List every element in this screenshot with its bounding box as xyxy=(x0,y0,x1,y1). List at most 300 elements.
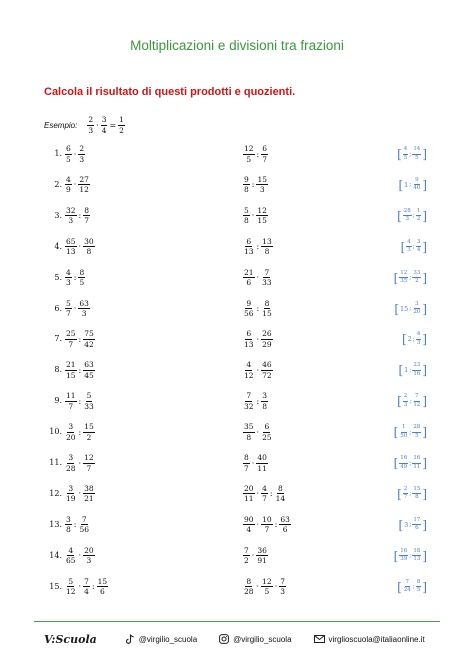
numerator: 12 xyxy=(262,576,272,586)
answer-value: 1 xyxy=(404,180,409,189)
operator: · xyxy=(73,180,77,190)
denominator: 8 xyxy=(86,247,92,257)
numerator: 16 xyxy=(399,456,408,464)
fraction xyxy=(256,207,268,225)
left-expression xyxy=(65,204,90,228)
bracket-close: ] xyxy=(422,579,427,594)
fraction xyxy=(83,207,90,225)
denominator: 11 xyxy=(413,463,421,470)
denominator: 5 xyxy=(415,432,419,439)
denominator: 19 xyxy=(66,494,76,504)
denominator: 11 xyxy=(257,463,267,473)
numerator: 6 xyxy=(246,236,252,246)
bracket-close: ] xyxy=(422,425,427,440)
numerator: 3 xyxy=(68,483,74,493)
denominator: 7 xyxy=(68,401,74,411)
numerator: 5 xyxy=(86,391,92,401)
operator: · xyxy=(256,582,260,592)
answer-separator: ; xyxy=(409,521,412,529)
bracket-open: [ xyxy=(400,239,406,254)
numerator: 1 xyxy=(119,115,124,124)
exercise-number: 1. xyxy=(54,149,62,158)
answer-fraction xyxy=(412,363,421,377)
answer-key xyxy=(393,451,428,475)
answer-fraction xyxy=(403,485,412,501)
fraction xyxy=(243,269,255,287)
numerator: 2 xyxy=(79,144,85,153)
denominator: 7 xyxy=(262,154,268,164)
denominator: 13 xyxy=(413,556,421,563)
bracket-open: [ xyxy=(397,579,402,594)
denominator: 3 xyxy=(68,216,74,226)
numerator: 12 xyxy=(257,205,267,215)
numerator: 4 xyxy=(403,147,409,155)
right-expression xyxy=(243,142,268,166)
denominator: 5 xyxy=(403,154,408,161)
bracket-close: ] xyxy=(422,147,427,161)
numerator: 3 xyxy=(68,453,74,462)
numerator: 28 xyxy=(412,425,421,433)
denominator: 12 xyxy=(413,401,421,408)
answer-separator: ; xyxy=(409,397,412,405)
numerator: 12 xyxy=(244,144,254,153)
numerator: 4 xyxy=(66,267,71,277)
fraction xyxy=(243,176,250,194)
denominator: 8 xyxy=(262,401,268,411)
denominator: 5 xyxy=(246,154,252,164)
right-expression xyxy=(243,575,286,599)
numerator: 7 xyxy=(264,267,270,277)
footer-instagram[interactable] xyxy=(219,634,291,644)
denominator: 7 xyxy=(68,339,74,349)
operator: · xyxy=(78,582,82,592)
answer-value: 1 xyxy=(404,366,409,375)
answer-separator: ; xyxy=(409,274,412,282)
numerator: 1 xyxy=(416,209,422,217)
right-expression xyxy=(243,389,268,413)
tiktok-icon xyxy=(125,634,135,645)
denominator: 12 xyxy=(79,185,89,195)
left-expression xyxy=(65,142,85,166)
answer-separator: ; xyxy=(409,428,412,436)
numerator: 17 xyxy=(412,518,421,526)
left-expression xyxy=(65,513,90,537)
answer-fraction xyxy=(403,146,412,161)
answer-value: 15 xyxy=(400,304,409,313)
fraction xyxy=(65,207,77,225)
answer-key xyxy=(400,235,428,259)
numerator: 9 xyxy=(244,174,249,184)
operator: : xyxy=(73,273,77,283)
denominator: 72 xyxy=(262,370,272,380)
operator: · xyxy=(256,520,260,530)
denominator: 2 xyxy=(86,432,92,442)
denominator: 2 xyxy=(119,125,124,135)
answer-fraction xyxy=(416,209,422,223)
fraction xyxy=(243,330,255,348)
exercise-row xyxy=(0,266,474,290)
right-expression xyxy=(243,173,268,197)
denominator: 7 xyxy=(262,494,267,504)
denominator: 2 xyxy=(415,278,419,285)
denominator: 29 xyxy=(262,339,272,349)
denominator: 5 xyxy=(264,587,270,597)
exercise-row xyxy=(0,235,474,259)
operator: · xyxy=(251,211,255,221)
left-expression xyxy=(65,327,95,351)
left-expression xyxy=(65,235,95,259)
denominator: 7 xyxy=(264,525,270,535)
operator: : xyxy=(78,396,82,406)
fraction xyxy=(65,238,77,256)
right-expression xyxy=(243,327,273,351)
numerator: 5 xyxy=(68,576,74,586)
denominator: 13 xyxy=(244,339,254,349)
numerator: 7 xyxy=(81,514,87,524)
fraction xyxy=(78,516,90,534)
denominator: 42 xyxy=(84,339,94,349)
numerator: 6 xyxy=(66,144,71,153)
operator: : xyxy=(256,304,260,313)
operator: : xyxy=(78,211,82,221)
operator: : xyxy=(274,520,278,530)
denominator: 5 xyxy=(416,587,421,594)
bracket-open: [ xyxy=(397,394,402,409)
fraction xyxy=(261,300,273,318)
left-expression xyxy=(65,297,90,321)
example-expression xyxy=(87,116,125,134)
fraction xyxy=(65,392,77,410)
left-expression xyxy=(65,266,85,290)
right-expression xyxy=(243,544,268,568)
denominator: 65 xyxy=(66,556,76,566)
exercise-number: 12. xyxy=(49,488,62,498)
answer-value: 3 xyxy=(404,520,409,529)
numerator: 63 xyxy=(84,360,94,370)
numerator: 35 xyxy=(244,422,254,432)
numerator: 6 xyxy=(246,329,252,339)
numerator: 7 xyxy=(246,391,252,401)
denominator: 14 xyxy=(275,494,286,504)
right-expression xyxy=(243,266,273,290)
footer-tiktok[interactable] xyxy=(125,634,197,645)
denominator: 49 xyxy=(400,463,408,470)
fraction xyxy=(275,485,287,503)
fraction xyxy=(261,361,273,379)
exercise-row xyxy=(0,451,474,475)
fraction xyxy=(65,423,77,441)
fraction xyxy=(65,578,77,596)
instagram-icon xyxy=(219,634,229,644)
exercise-number: 9. xyxy=(54,396,62,406)
denominator: 5 xyxy=(66,154,71,164)
answer-fraction xyxy=(403,209,412,223)
bracket-close: ] xyxy=(422,548,427,563)
operator: : xyxy=(251,180,255,190)
answer-key xyxy=(397,358,428,382)
answer-fraction xyxy=(412,394,421,408)
exercise-number: 7. xyxy=(54,334,62,344)
denominator: 20 xyxy=(66,432,76,442)
bracket-close: ] xyxy=(422,517,427,532)
numerator: 2 xyxy=(403,394,409,402)
fraction xyxy=(83,578,90,596)
exercise-row xyxy=(0,173,474,197)
denominator: 4 xyxy=(84,587,89,597)
fraction xyxy=(256,176,268,194)
numerator: 30 xyxy=(84,236,94,246)
answer-key xyxy=(393,297,428,321)
fraction xyxy=(65,300,72,318)
answer-fraction xyxy=(412,518,421,532)
bracket-open: [ xyxy=(397,147,402,161)
numerator: 9 xyxy=(414,178,420,186)
virgilio-scuola-logo: V:Scuola xyxy=(44,632,97,646)
numerator: 14 xyxy=(412,147,421,155)
answer-separator: ; xyxy=(412,583,415,591)
fraction xyxy=(65,145,72,163)
operator: · xyxy=(73,304,77,313)
fraction xyxy=(261,330,273,348)
fraction xyxy=(243,547,250,565)
answer-key xyxy=(393,544,428,568)
exercise-row xyxy=(0,327,474,351)
answer-separator: ; xyxy=(409,459,412,467)
fraction xyxy=(83,547,95,565)
operator: · xyxy=(78,551,82,561)
numerator: 6 xyxy=(262,144,268,153)
denominator: 6 xyxy=(246,278,252,288)
answer-key xyxy=(396,389,428,413)
denominator: 6 xyxy=(282,525,288,535)
operator: : xyxy=(78,365,82,375)
denominator: 5 xyxy=(79,278,85,288)
denominator: 3 xyxy=(407,247,411,254)
answer-fraction xyxy=(412,549,421,563)
bracket-open: [ xyxy=(401,332,407,347)
answer-fraction xyxy=(399,549,408,563)
denominator: 3 xyxy=(259,185,265,195)
answer-key xyxy=(397,173,428,197)
denominator: 9 xyxy=(66,185,71,195)
right-expression xyxy=(243,451,268,475)
left-expression xyxy=(65,451,95,475)
operator: : xyxy=(78,427,82,437)
denominator: 3 xyxy=(79,154,85,164)
numerator: 16 xyxy=(412,456,421,464)
page-title: Moltiplicazioni e divisioni tra frazioni xyxy=(130,38,344,53)
bracket-close: ] xyxy=(422,177,427,192)
exercise-number: 13. xyxy=(49,519,62,529)
bracket-close: ] xyxy=(422,301,427,316)
answer-fraction xyxy=(399,271,408,285)
denominator: 16 xyxy=(413,370,421,377)
numerator: 25 xyxy=(66,329,76,339)
numerator: 36 xyxy=(257,545,267,555)
instagram-handle: @virgilio_scuola xyxy=(233,634,292,644)
left-expression xyxy=(65,544,95,568)
answer-key xyxy=(401,327,428,351)
exercise-number: 2. xyxy=(54,179,62,189)
fraction xyxy=(261,485,268,503)
answer-fraction xyxy=(416,240,422,254)
denominator: 12 xyxy=(244,370,254,380)
numerator: 21 xyxy=(244,267,254,277)
example xyxy=(44,113,125,137)
operator: · xyxy=(78,458,82,468)
answer-separator: ; xyxy=(412,243,415,251)
answer-fraction xyxy=(412,302,421,316)
bracket-close: ] xyxy=(422,486,427,501)
answer-key xyxy=(393,420,428,444)
fraction xyxy=(261,392,268,410)
left-expression xyxy=(65,482,95,506)
numerator: 40 xyxy=(257,453,267,462)
exercise-number: 6. xyxy=(54,303,62,313)
numerator: 2 xyxy=(403,487,409,495)
denominator: 35 xyxy=(400,278,408,285)
operator: · xyxy=(256,273,260,283)
numerator: 13 xyxy=(262,236,272,246)
numerator: 20 xyxy=(244,483,254,493)
numerator: 3 xyxy=(416,240,422,248)
bracket-open: [ xyxy=(393,456,399,470)
denominator: 28 xyxy=(244,587,254,597)
numerator: 27 xyxy=(79,174,89,184)
numerator: 15 xyxy=(257,174,268,184)
numerator: 8 xyxy=(264,298,270,308)
numerator: 12 xyxy=(84,453,94,462)
exercise-row xyxy=(0,389,474,413)
numerator: 4 xyxy=(262,483,267,493)
numerator: 65 xyxy=(66,236,76,246)
exercise-number: 11. xyxy=(49,458,62,467)
exercise-number: 3. xyxy=(54,210,62,220)
fraction xyxy=(279,578,286,596)
denominator: 15 xyxy=(66,370,76,380)
denominator: 3 xyxy=(66,278,71,288)
numerator: 3 xyxy=(68,422,74,432)
numerator: 2 xyxy=(88,115,94,124)
numerator: 9 xyxy=(246,298,252,308)
bracket-close: ] xyxy=(422,208,427,223)
fraction xyxy=(261,423,273,441)
denominator: 5 xyxy=(415,154,419,161)
numerator: 8 xyxy=(84,205,90,215)
fraction xyxy=(243,485,255,503)
denominator: 45 xyxy=(84,370,94,380)
bracket-open: [ xyxy=(397,486,402,501)
numerator: 63 xyxy=(79,298,89,308)
denominator: 7 xyxy=(244,463,249,473)
fraction xyxy=(243,578,255,596)
operator: · xyxy=(256,365,260,375)
denominator: 8 xyxy=(244,185,249,195)
fraction xyxy=(83,454,95,472)
numerator: 38 xyxy=(84,483,94,493)
answer-separator: ; xyxy=(409,305,412,312)
footer xyxy=(44,630,430,648)
numerator: 75 xyxy=(84,329,94,339)
denominator: 4 xyxy=(246,525,252,535)
answer-key xyxy=(393,266,428,290)
footer-email[interactable] xyxy=(314,635,425,644)
right-expression xyxy=(243,482,286,506)
numerator: 8 xyxy=(244,453,249,462)
answer-key xyxy=(396,482,428,506)
numerator: 6 xyxy=(264,422,270,432)
bracket-close: ] xyxy=(422,332,427,347)
fraction xyxy=(83,238,95,256)
left-expression xyxy=(65,173,90,197)
denominator: 13 xyxy=(244,247,254,257)
denominator: 3 xyxy=(403,401,408,408)
fraction xyxy=(243,392,255,410)
operator: · xyxy=(251,551,255,561)
denominator: 21 xyxy=(84,494,94,504)
fraction xyxy=(65,361,77,379)
exercise-row xyxy=(0,575,474,599)
fraction xyxy=(261,578,273,596)
numerator: 3 xyxy=(262,391,268,401)
numerator: 32 xyxy=(66,205,76,215)
exercise-row xyxy=(0,420,474,444)
operator: · xyxy=(78,489,82,499)
denominator: 56 xyxy=(79,525,90,535)
numerator: 8 xyxy=(246,576,252,586)
fraction xyxy=(243,145,255,163)
denominator: 39 xyxy=(400,556,408,563)
fraction xyxy=(87,116,94,134)
numerator: 26 xyxy=(262,329,272,339)
answer-separator: ; xyxy=(409,490,412,498)
bracket-open: [ xyxy=(393,425,399,440)
answer-fraction xyxy=(412,456,421,470)
answer-key xyxy=(397,513,428,537)
numerator: 7 xyxy=(405,580,411,588)
exercise-number: 14. xyxy=(49,550,62,560)
operator: : xyxy=(78,334,82,344)
answer-value: 2 xyxy=(407,335,412,344)
denominator: 8 xyxy=(264,247,270,257)
fraction xyxy=(261,238,273,256)
numerator: 15 xyxy=(84,422,94,432)
numerator: 7 xyxy=(280,576,285,586)
numerator: 5 xyxy=(244,205,249,215)
fraction xyxy=(78,176,90,194)
operator: : xyxy=(91,582,95,592)
operator: : xyxy=(256,242,260,252)
right-expression xyxy=(243,297,273,321)
numerator: 4 xyxy=(246,360,252,370)
answer-fraction xyxy=(416,580,422,594)
answer-fraction xyxy=(399,425,408,439)
exercise-row xyxy=(0,544,474,568)
right-expression xyxy=(243,358,273,382)
denominator: 32 xyxy=(244,401,254,411)
operator: · xyxy=(251,458,255,468)
numerator: 4 xyxy=(406,240,412,248)
denominator: 3 xyxy=(405,216,410,223)
numerator: 16 xyxy=(399,549,408,557)
denominator: 15 xyxy=(262,309,272,318)
email-address: virglioscuola@italiaonline.it xyxy=(328,634,425,644)
answer-key xyxy=(396,575,428,599)
numerator: 20 xyxy=(84,545,94,555)
denominator: 6 xyxy=(99,587,105,597)
right-expression xyxy=(243,204,268,228)
numerator: 4 xyxy=(68,545,74,555)
